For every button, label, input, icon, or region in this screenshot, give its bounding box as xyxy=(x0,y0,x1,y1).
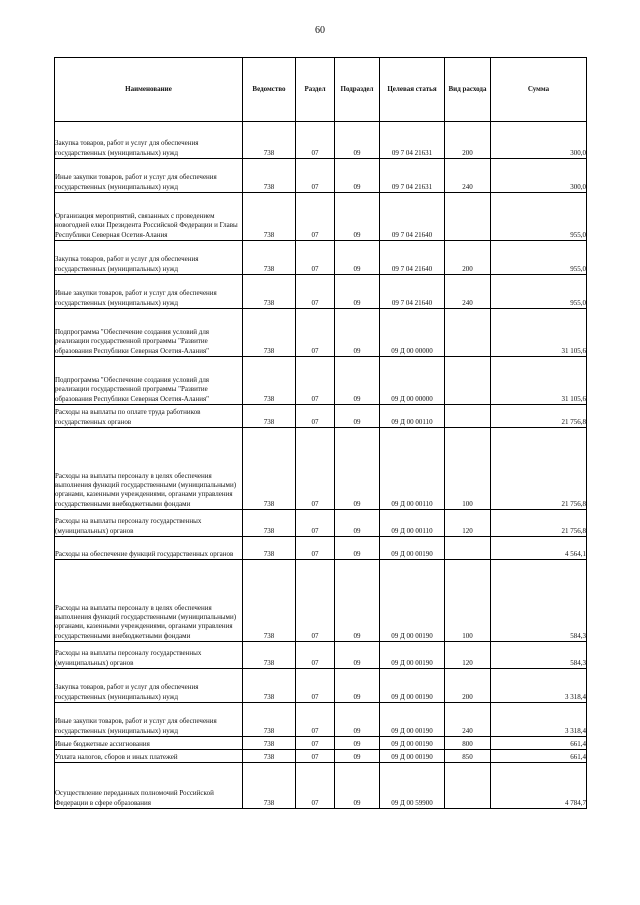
cell-sum: 955,0 xyxy=(491,275,587,309)
cell-expense-type xyxy=(445,405,491,428)
header-sum: Сумма xyxy=(491,58,587,122)
cell-target-item: 09 7 04 21640 xyxy=(380,193,445,241)
cell-target-item: 09 7 04 21631 xyxy=(380,122,445,159)
cell-subsection: 09 xyxy=(335,193,380,241)
cell-name: Уплата налогов, сборов и иных платежей xyxy=(55,750,243,763)
cell-sum: 300,0 xyxy=(491,159,587,193)
cell-target-item: 09 Д 00 00190 xyxy=(380,669,445,703)
cell-target-item: 09 Д 00 00110 xyxy=(380,405,445,428)
header-name: Наименование xyxy=(55,58,243,122)
cell-sum: 3 318,4 xyxy=(491,669,587,703)
cell-sum: 21 756,8 xyxy=(491,510,587,537)
cell-subsection: 09 xyxy=(335,703,380,737)
table-row xyxy=(55,193,587,241)
cell-subsection: 09 xyxy=(335,159,380,193)
cell-section: 07 xyxy=(296,428,335,510)
cell-name: Подпрограмма "Обеспечение создания условий для реализации государственной программы "Развитие образования Республики Северная Осетия-Алания" xyxy=(55,357,243,405)
cell-subsection: 09 xyxy=(335,275,380,309)
cell-sum: 21 756,8 xyxy=(491,405,587,428)
cell-expense-type: 800 xyxy=(445,737,491,750)
cell-department: 738 xyxy=(243,560,296,642)
table-row xyxy=(55,241,587,275)
cell-department: 738 xyxy=(243,750,296,763)
cell-department: 738 xyxy=(243,122,296,159)
cell-section: 07 xyxy=(296,763,335,809)
table-row xyxy=(55,309,587,357)
table-row xyxy=(55,405,587,428)
cell-target-item: 09 Д 00 00190 xyxy=(380,737,445,750)
cell-name: Осуществление переданных полномочий Российской Федерации в сфере образования xyxy=(55,763,243,809)
cell-sum: 31 105,6 xyxy=(491,357,587,405)
cell-subsection: 09 xyxy=(335,309,380,357)
cell-section: 07 xyxy=(296,357,335,405)
table-row xyxy=(55,357,587,405)
header-subsection: Подраздел xyxy=(335,58,380,122)
cell-subsection: 09 xyxy=(335,537,380,560)
cell-section: 07 xyxy=(296,703,335,737)
cell-sum: 955,0 xyxy=(491,193,587,241)
cell-department: 738 xyxy=(243,737,296,750)
table-header-row xyxy=(55,58,587,122)
cell-expense-type: 100 xyxy=(445,560,491,642)
cell-sum: 3 318,4 xyxy=(491,703,587,737)
table-row xyxy=(55,428,587,510)
cell-target-item: 09 Д 00 00110 xyxy=(380,510,445,537)
header-department: Ведомство xyxy=(243,58,296,122)
cell-name: Закупка товаров, работ и услуг для обеспечения государственных (муниципальных) нужд xyxy=(55,669,243,703)
cell-target-item: 09 Д 00 00000 xyxy=(380,357,445,405)
cell-expense-type: 240 xyxy=(445,703,491,737)
cell-expense-type xyxy=(445,357,491,405)
table-row xyxy=(55,763,587,809)
cell-target-item: 09 Д 00 00190 xyxy=(380,560,445,642)
cell-department: 738 xyxy=(243,669,296,703)
cell-name: Закупка товаров, работ и услуг для обеспечения государственных (муниципальных) нужд xyxy=(55,241,243,275)
cell-section: 07 xyxy=(296,750,335,763)
cell-target-item: 09 Д 00 00190 xyxy=(380,537,445,560)
table-body xyxy=(55,122,587,809)
cell-subsection: 09 xyxy=(335,669,380,703)
cell-target-item: 09 Д 00 00190 xyxy=(380,703,445,737)
cell-expense-type: 850 xyxy=(445,750,491,763)
cell-sum: 661,4 xyxy=(491,750,587,763)
cell-department: 738 xyxy=(243,275,296,309)
cell-department: 738 xyxy=(243,159,296,193)
cell-expense-type xyxy=(445,537,491,560)
cell-section: 07 xyxy=(296,642,335,669)
cell-name: Подпрограмма "Обеспечение создания условий для реализации государственной программы "Развитие образования Республики Северная Осетия-Алания" xyxy=(55,309,243,357)
cell-subsection: 09 xyxy=(335,763,380,809)
cell-section: 07 xyxy=(296,537,335,560)
table-row xyxy=(55,122,587,159)
cell-sum: 21 756,8 xyxy=(491,428,587,510)
cell-subsection: 09 xyxy=(335,510,380,537)
cell-name: Закупка товаров, работ и услуг для обеспечения государственных (муниципальных) нужд xyxy=(55,122,243,159)
cell-subsection: 09 xyxy=(335,405,380,428)
cell-expense-type: 120 xyxy=(445,642,491,669)
cell-expense-type: 240 xyxy=(445,275,491,309)
cell-name: Расходы на выплаты персоналу в целях обеспечения выполнения функций государственными (муниципальными) органами, казенными учреждениями, органами управления государственными внебюджетными фондами xyxy=(55,428,243,510)
cell-subsection: 09 xyxy=(335,122,380,159)
cell-name: Расходы на обеспечение функций государственных органов xyxy=(55,537,243,560)
header-expense-type: Вид расхода xyxy=(445,58,491,122)
cell-subsection: 09 xyxy=(335,241,380,275)
table-row xyxy=(55,750,587,763)
cell-target-item: 09 Д 00 00190 xyxy=(380,642,445,669)
cell-subsection: 09 xyxy=(335,560,380,642)
cell-sum: 584,3 xyxy=(491,642,587,669)
cell-subsection: 09 xyxy=(335,428,380,510)
cell-target-item: 09 7 04 21640 xyxy=(380,241,445,275)
cell-department: 738 xyxy=(243,241,296,275)
cell-target-item: 09 Д 00 59900 xyxy=(380,763,445,809)
table-row xyxy=(55,510,587,537)
cell-department: 738 xyxy=(243,309,296,357)
cell-department: 738 xyxy=(243,510,296,537)
table-row xyxy=(55,703,587,737)
cell-section: 07 xyxy=(296,405,335,428)
cell-sum: 31 105,6 xyxy=(491,309,587,357)
cell-name: Иные бюджетные ассигнования xyxy=(55,737,243,750)
cell-expense-type xyxy=(445,193,491,241)
cell-department: 738 xyxy=(243,405,296,428)
cell-subsection: 09 xyxy=(335,750,380,763)
cell-sum: 300,0 xyxy=(491,122,587,159)
cell-sum: 584,3 xyxy=(491,560,587,642)
cell-name: Иные закупки товаров, работ и услуг для обеспечения государственных (муниципальных) нужд xyxy=(55,275,243,309)
header-target-item: Целевая статья xyxy=(380,58,445,122)
table-row xyxy=(55,737,587,750)
cell-department: 738 xyxy=(243,642,296,669)
cell-section: 07 xyxy=(296,122,335,159)
table-row xyxy=(55,642,587,669)
cell-department: 738 xyxy=(243,537,296,560)
cell-section: 07 xyxy=(296,560,335,642)
cell-target-item: 09 Д 00 00190 xyxy=(380,750,445,763)
cell-department: 738 xyxy=(243,763,296,809)
cell-section: 07 xyxy=(296,309,335,357)
cell-name: Иные закупки товаров, работ и услуг для обеспечения государственных (муниципальных) нужд xyxy=(55,159,243,193)
cell-target-item: 09 Д 00 00000 xyxy=(380,309,445,357)
table-row xyxy=(55,537,587,560)
cell-target-item: 09 7 04 21631 xyxy=(380,159,445,193)
table-row xyxy=(55,669,587,703)
cell-sum: 955,0 xyxy=(491,241,587,275)
table-row xyxy=(55,560,587,642)
cell-name: Иные закупки товаров, работ и услуг для обеспечения государственных (муниципальных) нужд xyxy=(55,703,243,737)
cell-expense-type: 120 xyxy=(445,510,491,537)
table-row xyxy=(55,159,587,193)
header-section: Раздел xyxy=(296,58,335,122)
cell-department: 738 xyxy=(243,703,296,737)
cell-department: 738 xyxy=(243,428,296,510)
cell-name: Расходы на выплаты персоналу в целях обеспечения выполнения функций государственными (муниципальными) органами, казенными учреждениями, органами управления государственными внебюджетными фондами xyxy=(55,560,243,642)
cell-expense-type: 100 xyxy=(445,428,491,510)
cell-section: 07 xyxy=(296,159,335,193)
cell-expense-type: 200 xyxy=(445,669,491,703)
cell-department: 738 xyxy=(243,357,296,405)
cell-name: Расходы на выплаты персоналу государственных (муниципальных) органов xyxy=(55,642,243,669)
cell-sum: 4 784,7 xyxy=(491,763,587,809)
cell-target-item: 09 7 04 21640 xyxy=(380,275,445,309)
cell-section: 07 xyxy=(296,241,335,275)
cell-section: 07 xyxy=(296,669,335,703)
budget-table xyxy=(54,57,587,809)
cell-subsection: 09 xyxy=(335,642,380,669)
cell-section: 07 xyxy=(296,510,335,537)
cell-section: 07 xyxy=(296,737,335,750)
cell-section: 07 xyxy=(296,275,335,309)
cell-subsection: 09 xyxy=(335,737,380,750)
cell-subsection: 09 xyxy=(335,357,380,405)
cell-name: Расходы на выплаты персоналу государственных (муниципальных) органов xyxy=(55,510,243,537)
cell-name: Расходы на выплаты по оплате труда работников государственных органов xyxy=(55,405,243,428)
page-number: 60 xyxy=(315,25,325,36)
cell-expense-type xyxy=(445,309,491,357)
cell-expense-type xyxy=(445,763,491,809)
cell-target-item: 09 Д 00 00110 xyxy=(380,428,445,510)
cell-sum: 661,4 xyxy=(491,737,587,750)
cell-section: 07 xyxy=(296,193,335,241)
cell-name: Организация мероприятий, связанных с проведением новогодней елки Президента Российской Федерации и Главы Республики Северная Осетия-Алания xyxy=(55,193,243,241)
cell-sum: 4 564,1 xyxy=(491,537,587,560)
cell-expense-type: 200 xyxy=(445,122,491,159)
table-row xyxy=(55,275,587,309)
cell-expense-type: 200 xyxy=(445,241,491,275)
cell-department: 738 xyxy=(243,193,296,241)
cell-expense-type: 240 xyxy=(445,159,491,193)
